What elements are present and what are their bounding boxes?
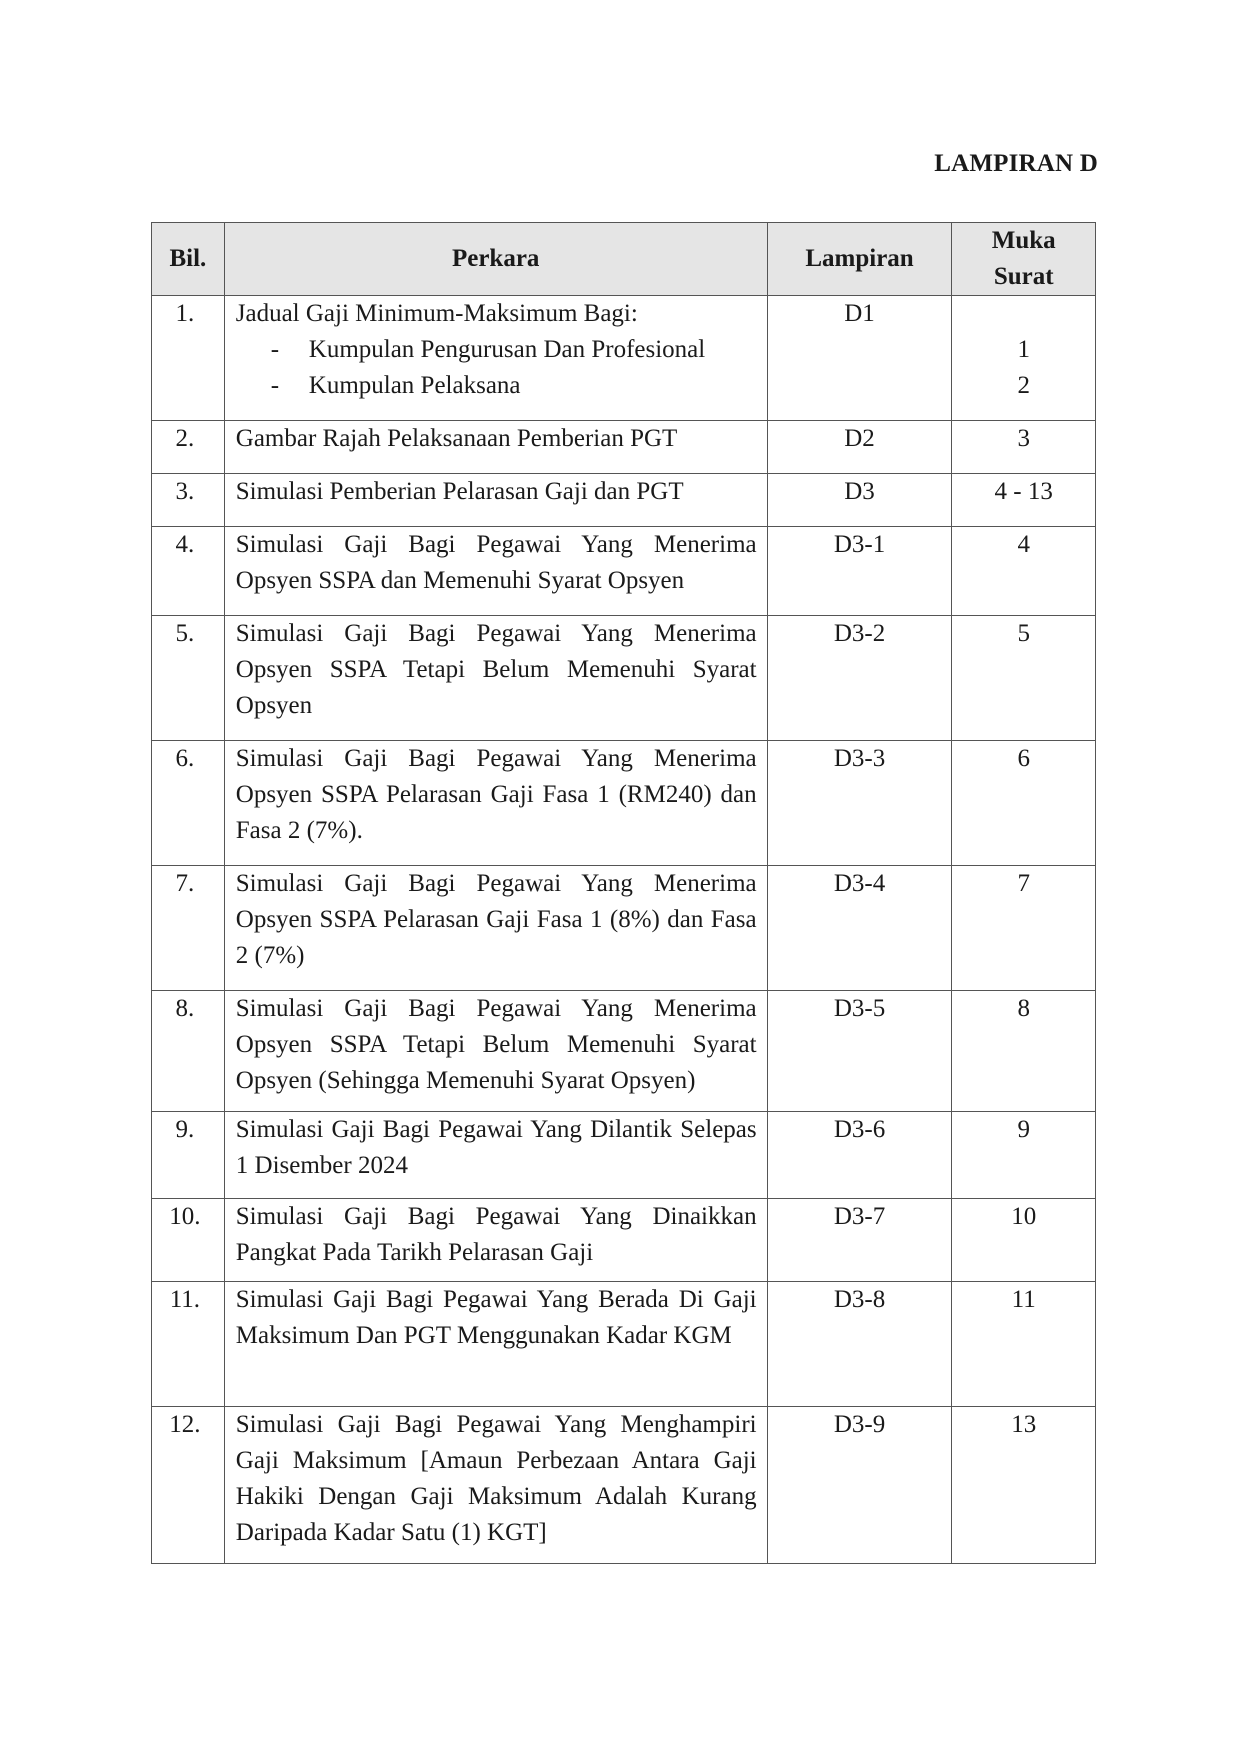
table-row bbox=[152, 991, 1096, 1112]
row-perkara: Simulasi Gaji Bagi Pegawai Yang Menerima Opsyen SSPA Pelarasan Gaji Fasa 1 (RM240) dan Fasa 2 (7%). bbox=[224, 741, 767, 866]
header-perkara: Perkara bbox=[224, 223, 767, 296]
header-lampiran: Lampiran bbox=[767, 223, 952, 296]
row-lampiran: D3-6 bbox=[767, 1112, 952, 1199]
row-lampiran: D3-1 bbox=[767, 527, 952, 616]
row-bil: 11. bbox=[152, 1282, 225, 1407]
row-perkara: Simulasi Gaji Bagi Pegawai Yang Dilantik Selepas 1 Disember 2024 bbox=[224, 1112, 767, 1199]
sub-item-dash: - bbox=[270, 372, 280, 399]
table-row bbox=[152, 1407, 1096, 1564]
row-bil: 1. bbox=[152, 296, 225, 421]
sub-item-label: Kumpulan Pelaksana bbox=[308, 372, 521, 399]
row-bil: 5. bbox=[152, 616, 225, 741]
row-muka-surat: 10 bbox=[952, 1199, 1096, 1282]
table-row bbox=[152, 421, 1096, 474]
row-muka-surat: 9 bbox=[952, 1112, 1096, 1199]
row-bil: 4. bbox=[152, 527, 225, 616]
row-perkara: Simulasi Gaji Bagi Pegawai Yang Berada Di Gaji Maksimum Dan PGT Menggunakan Kadar KGM bbox=[224, 1282, 767, 1407]
sub-item-label: Kumpulan Pengurusan Dan Profesional bbox=[308, 336, 706, 363]
row-muka-surat-value: 1 bbox=[1017, 336, 1030, 363]
row-lampiran: D1 bbox=[767, 296, 952, 421]
row-lampiran: D3-5 bbox=[767, 991, 952, 1112]
sub-item bbox=[236, 368, 757, 404]
row-bil: 6. bbox=[152, 741, 225, 866]
header-muka-surat bbox=[952, 223, 1096, 296]
table-row bbox=[152, 616, 1096, 741]
row-muka-surat-value: 2 bbox=[1017, 372, 1030, 399]
row-perkara: Simulasi Pemberian Pelarasan Gaji dan PGT bbox=[224, 474, 767, 527]
row-muka-surat: 13 bbox=[952, 1407, 1096, 1564]
row-perkara-heading: Jadual Gaji Minimum-Maksimum Bagi: bbox=[235, 300, 638, 327]
row-lampiran: D3-2 bbox=[767, 616, 952, 741]
table-row bbox=[152, 527, 1096, 616]
row-lampiran: D2 bbox=[767, 421, 952, 474]
table-row bbox=[152, 296, 1096, 421]
table-row bbox=[152, 1112, 1096, 1199]
appendix-label: LAMPIRAN D bbox=[934, 150, 1098, 177]
row-perkara: Simulasi Gaji Bagi Pegawai Yang Dinaikkan Pangkat Pada Tarikh Pelarasan Gaji bbox=[224, 1199, 767, 1282]
row-perkara: Simulasi Gaji Bagi Pegawai Yang Menerima Opsyen SSPA dan Memenuhi Syarat Opsyen bbox=[224, 527, 767, 616]
row-bil: 10. bbox=[152, 1199, 225, 1282]
row-bil: 2. bbox=[152, 421, 225, 474]
row-bil: 3. bbox=[152, 474, 225, 527]
row-lampiran: D3-4 bbox=[767, 866, 952, 991]
row-muka-surat: 11 bbox=[952, 1282, 1096, 1407]
row-lampiran: D3-8 bbox=[767, 1282, 952, 1407]
row-muka-surat: 4 - 13 bbox=[952, 474, 1096, 527]
row-muka-surat: 7 bbox=[952, 866, 1096, 991]
table-row bbox=[152, 474, 1096, 527]
row-muka-surat: 3 bbox=[952, 421, 1096, 474]
row-muka-surat: 5 bbox=[952, 616, 1096, 741]
row-perkara: Gambar Rajah Pelaksanaan Pemberian PGT bbox=[224, 421, 767, 474]
header-muka-line2: Surat bbox=[993, 263, 1054, 290]
row-perkara: Simulasi Gaji Bagi Pegawai Yang Menerima Opsyen SSPA Pelarasan Gaji Fasa 1 (8%) dan Fasa 2 (7%) bbox=[224, 866, 767, 991]
table-row bbox=[152, 866, 1096, 991]
row-bil: 8. bbox=[152, 991, 225, 1112]
row-perkara: Simulasi Gaji Bagi Pegawai Yang Menerima Opsyen SSPA Tetapi Belum Memenuhi Syarat Opsyen bbox=[224, 616, 767, 741]
table-row bbox=[152, 1199, 1096, 1282]
row-lampiran: D3-7 bbox=[767, 1199, 952, 1282]
row-lampiran: D3-3 bbox=[767, 741, 952, 866]
row-bil: 12. bbox=[152, 1407, 225, 1564]
row-bil: 7. bbox=[152, 866, 225, 991]
row-perkara: Simulasi Gaji Bagi Pegawai Yang Menerima Opsyen SSPA Tetapi Belum Memenuhi Syarat Opsyen (Sehingga Memenuhi Syarat Opsyen) bbox=[224, 991, 767, 1112]
header-muka-line1: Muka bbox=[991, 227, 1056, 254]
row-lampiran: D3-9 bbox=[767, 1407, 952, 1564]
table-row bbox=[152, 741, 1096, 866]
sub-item-dash: - bbox=[270, 336, 280, 363]
row-perkara: Simulasi Gaji Bagi Pegawai Yang Menghampiri Gaji Maksimum [Amaun Perbezaan Antara Gaji Hakiki Dengan Gaji Maksimum Adalah Kurang Daripada Kadar Satu (1) KGT] bbox=[224, 1407, 767, 1564]
row-muka-surat bbox=[952, 296, 1096, 421]
header-bil: Bil. bbox=[152, 223, 225, 296]
sub-item bbox=[236, 332, 757, 368]
row-muka-surat: 8 bbox=[952, 991, 1096, 1112]
row-perkara bbox=[224, 296, 767, 421]
row-muka-surat: 4 bbox=[952, 527, 1096, 616]
row-lampiran: D3 bbox=[767, 474, 952, 527]
table-row bbox=[152, 1282, 1096, 1407]
table-header-row bbox=[152, 223, 1096, 296]
row-bil: 9. bbox=[152, 1112, 225, 1199]
appendix-index-table bbox=[151, 222, 1096, 1564]
row-muka-surat: 6 bbox=[952, 741, 1096, 866]
